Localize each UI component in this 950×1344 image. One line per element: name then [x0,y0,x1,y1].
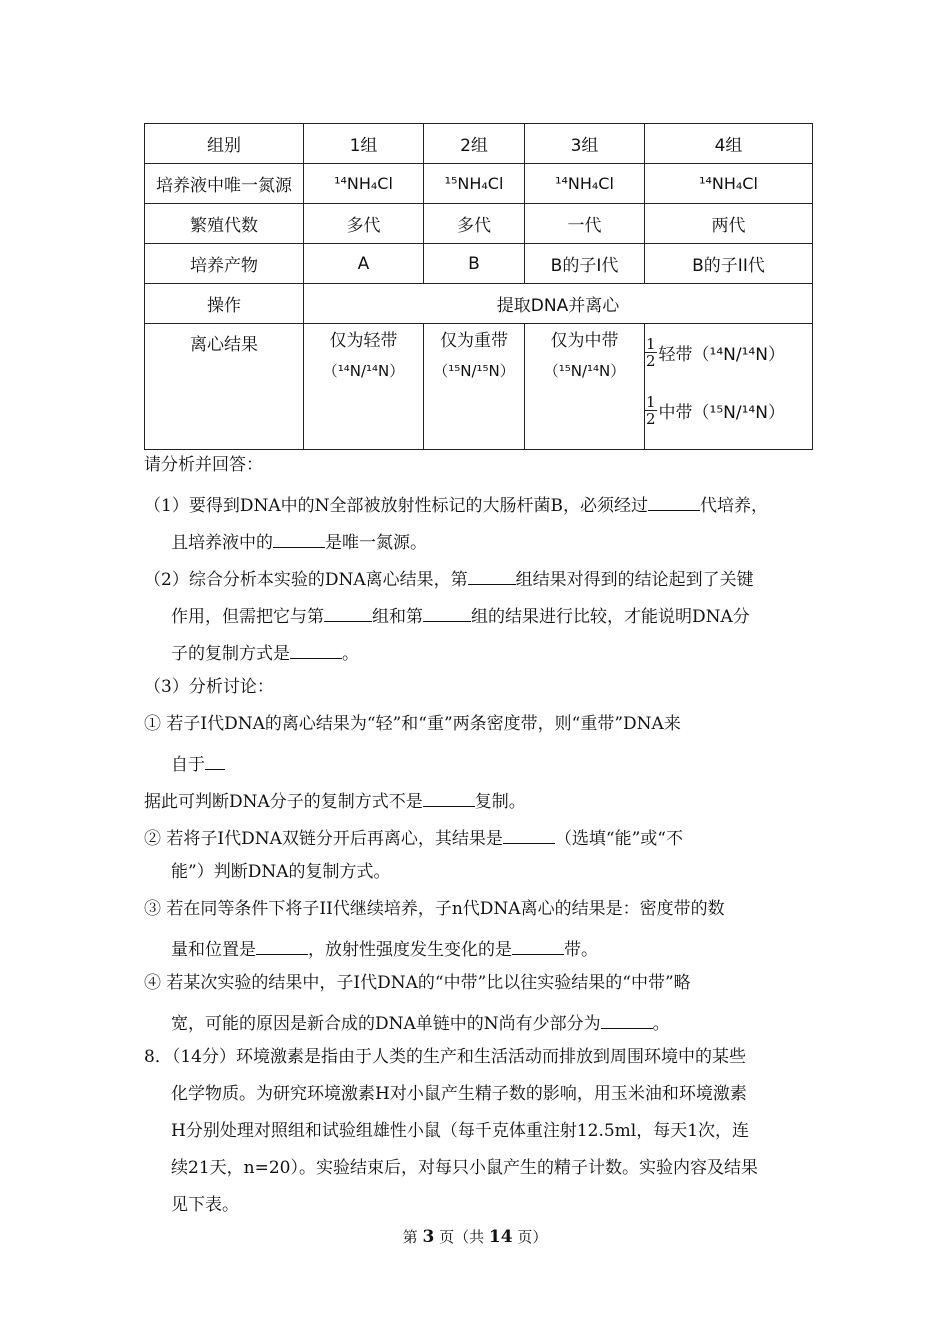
answer-blank[interactable] [601,1002,653,1029]
footer-text: 页（共 [439,1228,485,1246]
text: ② 若将子I代DNA双链分开后再离心，其结果是 [144,829,503,849]
table-header-cell: 2组 [424,124,525,164]
table-cell: 多代 [424,204,525,244]
answer-blank[interactable] [648,484,700,511]
text-line [144,891,812,928]
text-line [144,1150,812,1187]
result-line-middle [645,388,812,432]
row-label: 培养液中唯一氮源 [145,164,304,204]
result-cell-2 [424,324,525,450]
result-text: 仅为中带 [550,331,619,351]
result-line-light [645,330,812,374]
table-header-row [145,124,813,164]
row-label: 培养产物 [145,244,304,284]
result-row [145,324,813,450]
text: 。 [652,1014,670,1034]
table-row [145,164,813,204]
answer-blank[interactable] [273,521,325,548]
table-row [145,244,813,284]
result-text: 仅为轻带 [329,331,398,351]
result-isotope: （¹⁵N/¹⁵N） [433,362,515,380]
total-pages: 14 [488,1227,513,1247]
answer-blank[interactable] [256,928,308,955]
text: 作用，但需把它与第 [171,607,324,627]
text: 自于 [171,755,205,775]
text: H分别处理对照组和试验组雄性小鼠（每千克体重注射12.5ml，每天1次，连 [171,1121,750,1141]
text: 见下表。 [171,1195,239,1215]
table-cell: B的子I代 [525,244,645,284]
text: 化学物质。为研究环境激素H对小鼠产生精子数的影响，用玉米油和环境激素 [171,1084,747,1104]
text: （1）要得到DNA中的N全部被放射性标记的大肠杆菌B，必须经过 [144,496,648,516]
fraction-numerator: 1 [646,334,656,353]
table-cell: 一代 [525,204,645,244]
answer-blank[interactable] [324,595,372,622]
table-header-cell: 3组 [525,124,645,164]
answer-blank[interactable] [423,595,471,622]
page-number: 3 [422,1227,435,1247]
text-line [144,780,812,817]
text: 代培养， [699,496,768,516]
text-line [144,669,812,706]
result-text: 轻带（¹⁴N/¹⁴N） [658,344,785,365]
table-cell: ¹⁵NH₄Cl [424,164,525,204]
answer-blank[interactable] [512,928,564,955]
text: 量和位置是 [171,940,256,960]
row-label: 离心结果 [145,324,304,450]
text-line [144,484,812,521]
table-header-cell: 4组 [645,124,813,164]
row-label: 繁殖代数 [145,204,304,244]
fraction-denominator: 2 [646,351,656,370]
text-line [144,1039,812,1076]
text-line [144,632,812,669]
fraction [645,394,657,427]
fraction [645,336,657,369]
question-text [144,447,812,1224]
table-cell: ¹⁴NH₄Cl [525,164,645,204]
text: ① 若子I代DNA的离心结果为“轻”和“重”两条密度带，则“重带”DNA来 [144,714,681,734]
footer-text: 第 [402,1228,418,1246]
text: 是唯一氮源。 [325,533,427,553]
text-line [144,1187,812,1224]
text-line [144,558,812,595]
text: 组和第 [372,607,423,627]
answer-blank[interactable] [423,780,475,807]
text: 子的复制方式是 [171,644,290,664]
text-line [144,965,812,1002]
text: 复制。 [474,792,526,812]
text: 能”）判断DNA的复制方式。 [171,862,391,882]
merged-operation-cell: 提取DNA并离心 [304,284,813,324]
text-line [144,817,812,854]
row-label: 操作 [145,284,304,324]
result-text: 仅为重带 [440,331,508,351]
text: 组结果对得到的结论起到了关键 [515,570,754,590]
answer-blank[interactable] [503,817,555,844]
result-text: 中带（¹⁵N/¹⁴N） [658,402,785,423]
text-line [144,1002,812,1039]
text: ③ 若在同等条件下将子II代继续培养，子n代DNA离心的结果是：密度带的数 [144,899,725,919]
text-line [144,1113,812,1150]
text-line [144,928,812,965]
result-cell-1 [304,324,424,450]
text: 带。 [564,940,598,960]
table-cell: ¹⁴NH₄Cl [645,164,813,204]
text-line [144,743,812,780]
text: 据此可判断DNA分子的复制方式不是 [144,792,423,812]
table-header-cell: 组别 [145,124,304,164]
answer-blank[interactable] [468,558,516,585]
answer-blank[interactable] [205,743,225,770]
table-cell: A [304,244,424,284]
text: 。 [342,644,359,664]
table-header-cell: 1组 [304,124,424,164]
page-footer [0,1226,950,1247]
table-row [145,284,813,324]
text: ，放射性强度发生变化的是 [308,940,512,960]
text-line [144,854,812,891]
table-cell: 两代 [645,204,813,244]
experiment-table [144,123,813,450]
text: （3）分析讨论： [144,677,274,697]
text: 续21天，n=20）。实验结束后，对每只小鼠产生的精子计数。实验内容及结果 [171,1158,758,1178]
table-cell: B [424,244,525,284]
table-cell: 多代 [304,204,424,244]
answer-blank[interactable] [290,632,342,659]
table-cell: B的子II代 [645,244,813,284]
footer-text: 页） [517,1228,548,1246]
text-line [144,706,812,743]
text: 请分析并回答： [144,455,263,475]
table-row [145,204,813,244]
text: ④ 若某次实验的结果中，子I代DNA的“中带”比以往实验结果的“中带”略 [144,973,691,993]
text-line [144,595,812,632]
text: 组的结果进行比较，才能说明DNA分 [471,607,750,627]
text: 且培养液中的 [171,533,273,553]
text-line [144,521,812,558]
result-isotope: （¹⁵N/¹⁴N） [543,362,626,380]
text: 8．（14分）环境激素是指由于人类的生产和生活活动而排放到周围环境中的某些 [144,1047,746,1067]
result-cell-3 [525,324,645,450]
result-cell-4 [645,324,813,450]
text: （2）综合分析本实验的DNA离心结果，第 [144,570,468,590]
table-cell: ¹⁴NH₄Cl [304,164,424,204]
text-line [144,447,812,484]
result-isotope: （¹⁴N/¹⁴N） [322,362,405,380]
text-line [144,1076,812,1113]
text: 宽，可能的原因是新合成的DNA单链中的N尚有少部分为 [171,1014,601,1034]
fraction-denominator: 2 [646,409,656,428]
fraction-numerator: 1 [646,392,656,411]
text: （选填“能”或“不 [554,829,683,849]
